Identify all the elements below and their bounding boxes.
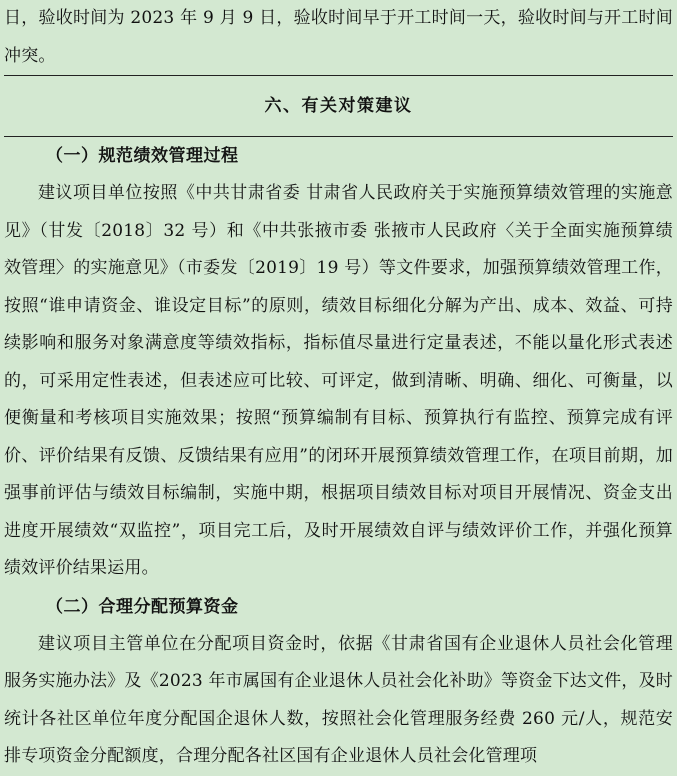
previous-section-tail-text: 日，验收时间为 2023 年 9 月 9 日，验收时间早于开工时间一天，验收时间与开工时间冲突。 — [4, 8, 673, 66]
section-title: 六、有关对策建议 — [264, 96, 413, 116]
subsection-paragraph: 建议项目单位按照《中共甘肃省委 甘肃省人民政府关于实施预算绩效管理的实施意见》（甘发〔2018〕32 号）和《中共张掖市委 张掖市人民政府〈关于全面实施预算绩效管理〉的实施意见》（市委发〔2019〕19 号）等文件要求，加强预算绩效管理工作，按照“谁申请资金、谁设定目标”的原则，绩效目标细化分解为产出、成本、效益、可持续影响和服务对象满意度等绩效指标，指标值尽量进行定量表述，不能以量化形式表述的，可采用定性表述，但表述应可比较、可评定，做到清晰、明确、细化、可衡量，以便衡量和考核项目实施效果；按照“预算编制有目标、预算执行有监控、预算完成有评价、评价结果有反馈、反馈结果有应用”的闭环开展预算绩效管理工作，在项目前期，加强事前评估与绩效目标编制，实施中期，根据项目绩效目标对项目开展情况、资金支出进度开展绩效“双监控”，项目完工后，及时开展绩效自评与绩效评价工作，并强化预算绩效评价结果运用。 — [4, 183, 673, 578]
subsection-2 — [4, 588, 673, 776]
subsection-1 — [4, 137, 673, 588]
subsection-heading: （一）规范绩效管理过程 — [46, 146, 239, 166]
subsection-heading: （二）合理分配预算资金 — [46, 596, 239, 617]
subsection-paragraph: 建议项目主管单位在分配项目资金时，依据《甘肃省国有企业退休人员社会化管理服务实施办法》及《2023 年市属国有企业退休人员社会化补助》等资金下达文件，及时统计各社区单位年度分配国企退休人数，按照社会化管理服务经费 260 元/人，规范安排专项资金分配额度，合理分配各社区国有企业退休人员社会化管理项 — [4, 633, 673, 766]
